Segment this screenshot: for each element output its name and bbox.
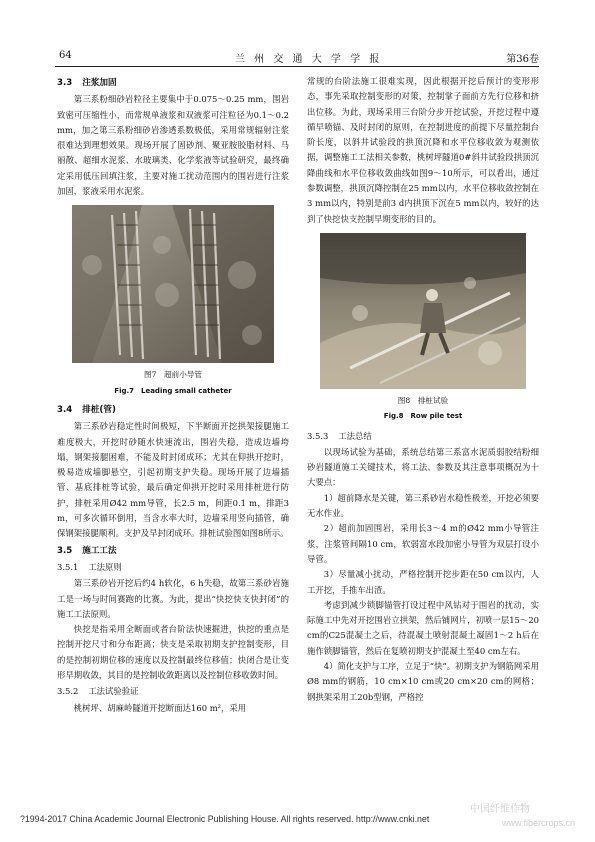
section-3-5-1-paragraph-2: 快挖是指采用全断面或者台阶法快速掘进，快挖的重点是控制开挖尺寸和分布距离；快支是采取初期支护控制变形，目的是控制初期位移的速度以及控制最终位移值；快闭合是让变形早期收敛，其目的是控制收敛距离以及控制位移收敛时间。 <box>57 624 289 681</box>
continued-paragraph: 常规的台阶法施工很难实现，因此根据开挖后预计的变形形态，事先采取控制变形的对策，控制掌子面前方先行位移和挤出位移。为此，现场采用三台阶分步开挖试验，开挖过程中遵循早喷锚、及时封闭的原则，在控制进度的前提下尽量控制台阶长度，以斜井试验段的拱顶沉降和水平位移收敛为观测依据，调整施工工法相关参数，桃树坪隧道0#斜井试验段拱顶沉降曲线和水平位移收敛曲线如图9～10所示，可以看出，通过参数调整，拱顶沉降控制在25 mm以内，水平位移收敛控制在3 mm以内，特别是前3 d内拱顶下沉在5 mm以内，较好的达到了快挖快支控制早期变形的目的。 <box>307 76 539 224</box>
figure-7-caption: 图7 超前小导管 <box>144 370 202 380</box>
figure-8-caption-en: Fig.8 Row pile test <box>383 412 463 421</box>
watermark-text: 中国纤维作物 <box>470 804 530 815</box>
section-3-5-2-heading: 3.5.2 工法试验验证 <box>57 686 139 697</box>
leading-catheter-photo <box>72 205 274 363</box>
copyright-footer: ?1994-2017 China Academic Journal Electronic Publishing House. All rights reserved. http://www.cnki.net <box>20 814 430 824</box>
section-3-5-1-paragraph-1: 第三系砂岩开挖后约4 h软化，6 h失稳，故第三系砂岩施工是一场与时间赛跑的比赛。为此，提出“快挖快支快封闭”的施工工法原则。 <box>57 578 289 619</box>
section-3-4-paragraph: 第三系砂岩稳定性时间极短，下半断面开挖拱架接腿施工难度极大，开挖时砂随水快速流出，围岩失稳，造成边墙垮塌，钢架接腿困难，不能及时封闭成环；尤其在仰拱开挖时，极易造成墙脚悬空，引起初期支护失稳。现场开展了边墙插管、基底排桩等试验，最后确定仰拱开挖时采用排桩进行防护，排桩采用Ø42 mm导管，长2.5 m，间距0.1 m，排距3 m，可多次循环倒用，当含水率大时，边墙采用竖向插管，确保钢架接腿顺利。支护及早封闭成环。排桩试验图如图8所示。 <box>57 421 289 539</box>
key-point-3-detail: 考虑到减少锁脚锚管打设过程中风钻对于围岩的扰动，实际施工中先对开挖围岩立拱架，然后铺网片，初喷一层15～20 cm的C25混凝土之后，待混凝土喷射混凝土凝固1～2 h后在施作锁脚锚管，然后在复喷初期支护混凝土至40 cm左右。 <box>307 599 539 656</box>
figure-7-caption-en: Fig.7 Leading small catheter <box>114 386 232 395</box>
figure-7 <box>57 205 289 399</box>
row-pile-test-photo <box>320 233 526 389</box>
page-number: 64 <box>59 50 72 61</box>
figure-8 <box>307 233 539 425</box>
key-point-4: 4）简化支护与工序，立足于“快”。初期支护为钢筋网采用Ø8 mm的钢筋，10 cm×10 cm或20 cm×20 cm的网格；钢拱架采用工20b型钢，严格控 <box>307 661 539 702</box>
section-3-5-3-intro: 以现场试验为基础，系统总结第三系富水泥质弱胶结粉细砂岩隧道施工关键技术，将工法、参数及其注意事项概况为十大要点： <box>307 446 539 488</box>
section-3-3-heading: 3.3 注浆加固 <box>57 78 117 88</box>
section-3-4-heading: 3.4 排桩(管) <box>57 404 116 415</box>
figure-8-caption: 图8 排桩试验 <box>397 395 449 405</box>
key-point-2: 2）超前加固围岩，采用长3～4 m的Ø42 mm小导管注浆，注浆管间隔10 cm，软弱富水段加密小导管为双层打设小导管。 <box>307 523 539 564</box>
running-header <box>55 50 539 64</box>
right-column <box>307 74 539 705</box>
section-3-5-1-heading: 3.5.1 工法原则 <box>57 561 122 572</box>
key-point-1: 1）超前降水是关键，第三系砂岩水稳性极差，开挖必须要无水作业。 <box>307 492 539 519</box>
left-column <box>57 74 289 716</box>
volume-label: 第36卷 <box>506 54 539 65</box>
section-3-5-heading: 3.5 施工工法 <box>57 545 117 556</box>
section-3-5-2-paragraph: 桃树坪、胡麻岭隧道开挖断面达160 m²，采用 <box>73 702 247 713</box>
section-3-3-paragraph: 第三系粉细砂岩粒径主要集中于0.075～0.25 mm，围岩致密可压缩性小，而常规单液浆和双液浆可注粒径为0.1～0.2 mm，加之第三系粉细砂岩渗透系数极低，采用常规辐射注浆很难达到理想效果。现场开展了固砂剂、聚亚胺胶脂材料、马丽散、超细水泥浆、水玻璃类、化学浆液等试验研究，最终确定采用低压回填注浆，主要对施工扰动范围内的围岩进行注浆加固，浆液采用水泥浆。 <box>57 94 289 197</box>
section-3-5-3-heading: 3.5.3 工法总结 <box>307 430 372 441</box>
journal-title: 兰 州 交 通 大 学 学 报 <box>235 54 383 65</box>
key-point-3: 3）尽量减小扰动，严格控制开挖步距在50 cm以内，人工开挖，手推车出渣。 <box>307 569 539 595</box>
watermark-url: www.fibercrops.cn <box>502 818 576 828</box>
header-rule <box>55 66 539 67</box>
